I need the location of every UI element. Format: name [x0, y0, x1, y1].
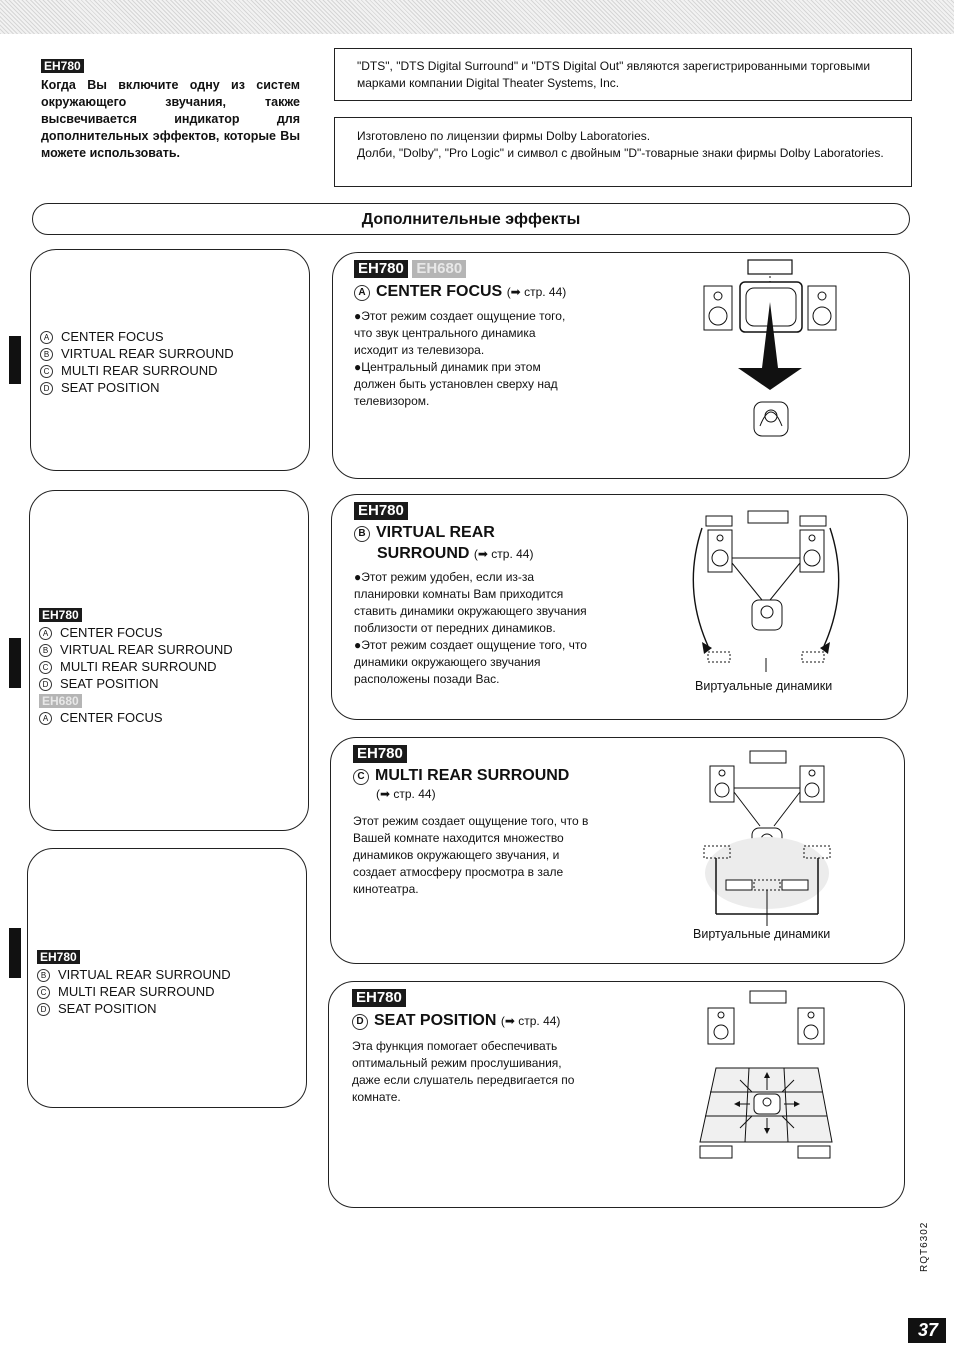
model-badge-faded: EH680 — [39, 694, 82, 708]
letter-a-icon: A — [354, 285, 370, 301]
side-marker-1 — [9, 336, 21, 384]
center-focus-content — [354, 260, 674, 410]
virtual-rear-title: B VIRTUAL REAR — [354, 522, 654, 543]
center-focus-title: A CENTER FOCUS (➡ стр. 44) — [354, 281, 674, 303]
multi-rear-content — [353, 745, 653, 898]
dolby-trademark-note — [334, 117, 912, 187]
page-reference: (➡ стр. 44) — [500, 1014, 561, 1028]
model-badge-faded: EH680 — [412, 260, 466, 278]
list-item: C MULTI REAR SURROUND — [39, 658, 233, 675]
model-badge: EH780 — [41, 59, 84, 73]
dolby-license-text: Изготовлено по лицензии фирмы Dolby Laboratories. — [357, 129, 651, 143]
section-title: Дополнительные эффекты — [32, 203, 910, 235]
virtual-rear-diagram — [688, 508, 848, 668]
seat-position-title: D SEAT POSITION (➡ стр. 44) — [352, 1010, 652, 1032]
letter-d-icon: D — [352, 1014, 368, 1030]
list-item: B VIRTUAL REAR SURROUND — [39, 641, 233, 658]
model-badge: EH780 — [352, 989, 406, 1007]
side-marker-2 — [9, 638, 21, 688]
letter-d-icon: D — [39, 678, 52, 691]
list-item: C MULTI REAR SURROUND — [40, 362, 234, 379]
side-marker-3 — [9, 928, 21, 978]
seat-position-description: Эта функция помогает обеспечивать оптимальный режим прослушивания, даже если слушатель передвигается по комнате. — [352, 1039, 575, 1104]
model-badge: EH780 — [354, 502, 408, 520]
model-badge: EH780 — [37, 950, 80, 964]
letter-b-icon: B — [354, 526, 370, 542]
virtual-rear-content — [354, 502, 654, 688]
letter-c-icon: C — [40, 365, 53, 378]
list-item: D SEAT POSITION — [40, 379, 234, 396]
letter-c-icon: C — [353, 769, 369, 785]
model-badge: EH780 — [39, 608, 82, 622]
model-badge: EH780 — [353, 745, 407, 763]
virtual-rear-description: ●Этот режим удобен, если из-за планировки комнаты Вам приходится ставить динамики окружающего звучания поблизости от передних динамиков. ●Этот режим создает ощущение того, что динамики окружающего звучания расположены позади Вас. — [354, 570, 587, 686]
page-number: 37 — [908, 1318, 946, 1343]
document-code: RQT6302 — [919, 1221, 930, 1272]
virtual-speakers-caption: Виртуальные динамики — [693, 927, 831, 941]
list-item: A CENTER FOCUS — [40, 328, 234, 345]
letter-b-icon: B — [37, 969, 50, 982]
center-focus-description: ●Этот режим создает ощущение того, что звук центрального динамика исходит из телевизора. ●Центральный динамик при этом должен быть установлен сверху над телевизором. — [354, 309, 566, 408]
list-item: C MULTI REAR SURROUND — [37, 983, 231, 1000]
virtual-rear-title-line2: SURROUND (➡ стр. 44) — [377, 545, 534, 562]
intro-text: Когда Вы включите одну из систем окружающего звучания, также высвечивается индикатор для дополнительных эффектов, которые Вы можете использовать. — [41, 78, 300, 160]
virtual-speakers-caption: Виртуальные динамики — [695, 679, 833, 693]
dts-trademark-note — [334, 48, 912, 101]
left-panel-1-list — [40, 328, 234, 396]
intro-block — [41, 58, 300, 162]
list-item: A CENTER FOCUS — [39, 624, 233, 641]
letter-b-icon: B — [40, 348, 53, 361]
seat-position-diagram — [694, 988, 840, 1164]
page-reference: (➡ стр. 44) — [376, 787, 436, 801]
model-badge: EH780 — [354, 260, 408, 278]
dolby-trademark-text: Долби, "Dolby", "Pro Logic" и символ с двойным "D"-товарные знаки фирмы Dolby Laboratories. — [357, 146, 884, 160]
letter-d-icon: D — [37, 1003, 50, 1016]
letter-a-icon: A — [40, 331, 53, 344]
letter-c-icon: C — [37, 986, 50, 999]
multi-rear-title: C MULTI REAR SURROUND — [353, 765, 653, 786]
header-pattern-band — [0, 0, 954, 34]
list-item: D SEAT POSITION — [37, 1000, 231, 1017]
letter-a-icon: A — [39, 627, 52, 640]
letter-d-icon: D — [40, 382, 53, 395]
letter-c-icon: C — [39, 661, 52, 674]
left-panel-2-list — [39, 606, 233, 726]
multi-rear-diagram — [700, 748, 840, 928]
dts-note-text: "DTS", "DTS Digital Surround" и "DTS Digital Out" являются зарегистрированными торговыми марками компании Digital Theater Systems, Inc. — [357, 59, 871, 90]
list-item: B VIRTUAL REAR SURROUND — [37, 966, 231, 983]
page-reference: (➡ стр. 44) — [506, 285, 567, 299]
list-item: A CENTER FOCUS — [39, 709, 233, 726]
center-focus-diagram — [700, 256, 840, 456]
left-panel-3-list — [37, 948, 231, 1017]
seat-position-content — [352, 989, 652, 1106]
letter-b-icon: B — [39, 644, 52, 657]
list-item: B VIRTUAL REAR SURROUND — [40, 345, 234, 362]
multi-rear-description: Этот режим создает ощущение того, что в Вашей комнате находится множество динамиков окружающего звучания, и создает атмосферу просмотра в зале кинотеатра. — [353, 814, 589, 896]
list-item: D SEAT POSITION — [39, 675, 233, 692]
letter-a-icon: A — [39, 712, 52, 725]
page-reference: (➡ стр. 44) — [473, 547, 534, 561]
